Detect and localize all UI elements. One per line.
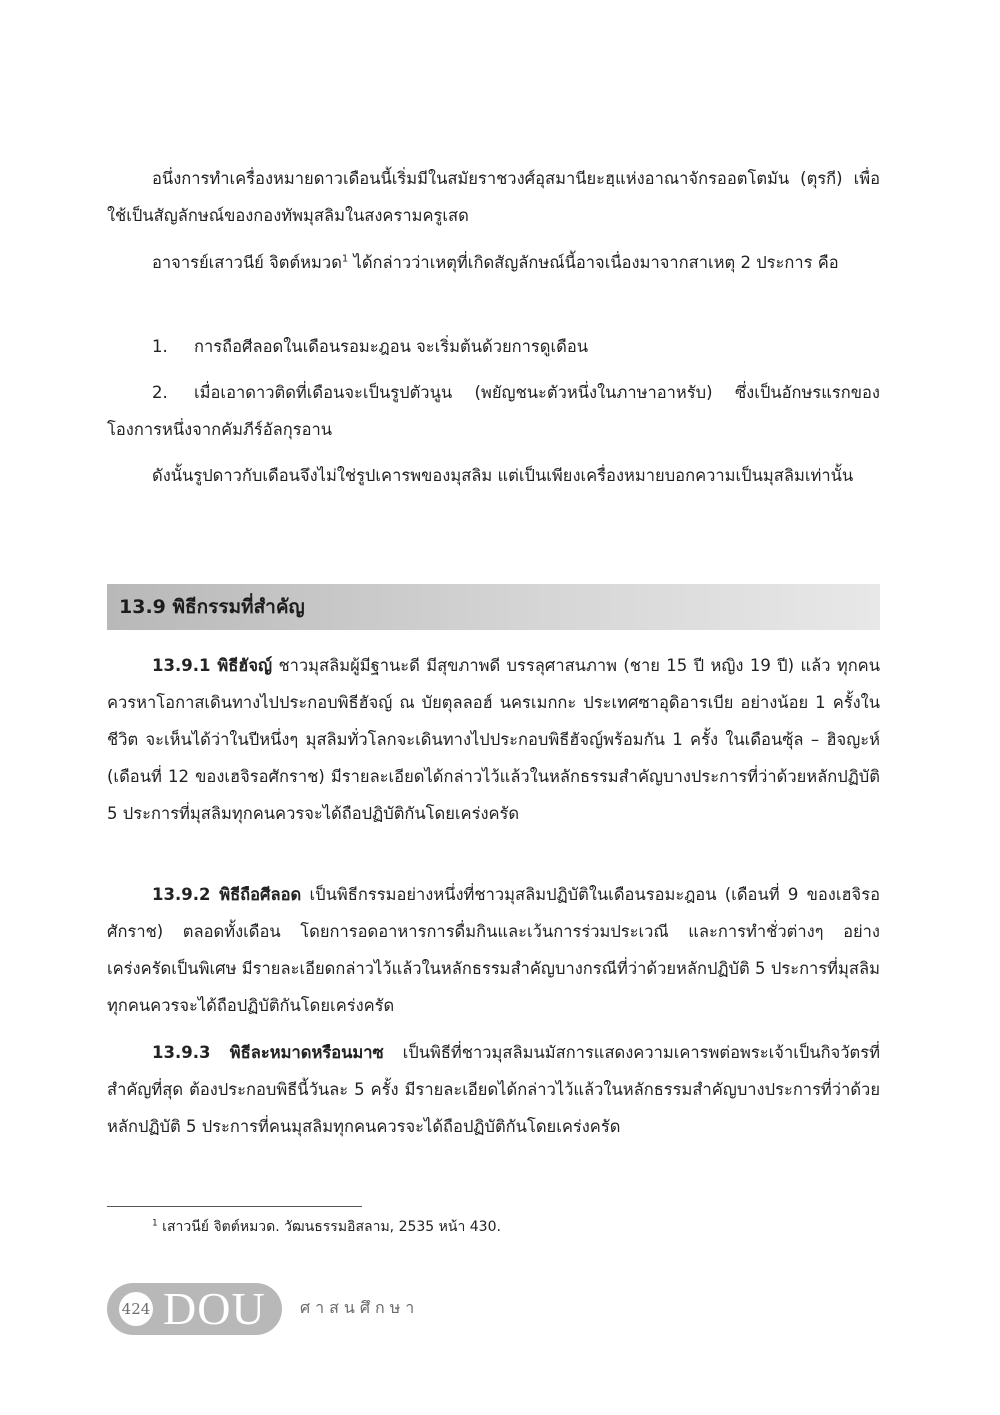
- list-item: [107, 374, 880, 448]
- subsection-hajj: [107, 647, 880, 832]
- section-title: 13.9 พิธีกรรมที่สำคัญ: [119, 596, 305, 618]
- subsection-text: ชาวมุสลิมผู้มีฐานะดี มีสุขภาพดี บรรลุศาสนภาพ (ชาย 15 ปี หญิง 19 ปี) แล้ว ทุกคนควรหาโอกาสเดินทางไปประกอบพิธีฮัจญ์ ณ บัยตุลลอฮ์ นครเมกกะ ประเทศซาอุดิอารเบีย อย่างน้อย 1 ครั้งในชีวิต จะเห็นได้ว่าในปีหนึ่งๆ มุสลิมทั่วโลกจะเดินทางไปประกอบพิธีฮัจญ์พร้อมกัน 1 ครั้ง ในเดือนซุ้ล – ฮิจญะห์ (เดือนที่ 12 ของเฮจิรอศักราช) มีรายละเอียดได้กล่าวไว้แล้วในหลักธรรมสำคัญบางประการที่ว่าด้วยหลักปฏิบัติ 5 ประการที่มุสลิมทุกคนควรจะได้ถือปฏิบัติกันโดยเคร่งครัด: [107, 656, 881, 823]
- subsection-heading: 13.9.3 พิธีละหมาดหรือนมาซ: [152, 1043, 384, 1062]
- subsection-prayer: [107, 1034, 880, 1145]
- footnote-reference: 1: [341, 253, 349, 265]
- list-item-text: การถือศีลอดในเดือนรอมะฎอน จะเริ่มต้นด้วยการดูเดือน: [194, 337, 589, 356]
- subsection-text: เป็นพิธีที่ชาวมุสลิมนมัสการแสดงความเคารพต่อพระเจ้าเป็นกิจวัตรที่สำคัญที่สุด ต้องประกอบพิธีนี้วันละ 5 ครั้ง มีรายละเอียดได้กล่าวไว้แล้วในหลักธรรมสำคัญบางประการที่ว่าด้วยหลักปฏิบัติ 5 ประการที่คนมุสลิมทุกคนควรจะได้ถือปฏิบัติกันโดยเคร่งครัด: [107, 1043, 880, 1136]
- list-item-number: 1.: [152, 337, 168, 356]
- list-item-number: 2.: [152, 383, 168, 402]
- footnote-divider: [107, 1206, 362, 1207]
- list-item: [152, 328, 880, 365]
- running-title: ศาสนศึกษา: [300, 1298, 420, 1317]
- subsection-heading: 13.9.1 พิธีฮัจญ์: [152, 656, 273, 675]
- subsection-text: เป็นพิธีกรรมอย่างหนึ่งที่ชาวมุสลิมปฏิบัติในเดือนรอมะฎอน (เดือนที่ 9 ของเฮจิรอศักราช) ตลอดทั้งเดือน โดยการอดอาหารการดื่มกินและเว้นการร่วมประเวณี และการทำชั่วต่างๆ อย่างเคร่งครัดเป็นพิเศษ มีรายละเอียดกล่าวไว้แล้วในหลักธรรมสำคัญบางกรณีที่ว่าด้วยหลักปฏิบัติ 5 ประการที่มุสลิมทุกคนควรจะได้ถือปฏิบัติกันโดยเคร่งครัด: [107, 885, 880, 1015]
- list-item-text: เมื่อเอาดาวติดที่เดือนจะเป็นรูปตัวนูน (พยัญชนะตัวหนึ่งในภาษาอาหรับ) ซึ่งเป็นอักษรแรกของโองการหนึ่งจากคัมภีร์อัลกุรอาน: [107, 383, 880, 439]
- paragraph-two-reasons: [107, 244, 880, 281]
- subsection-fasting: [107, 876, 880, 1024]
- footnote-mark: 1: [152, 1218, 158, 1229]
- paragraph-conclusion: ดังนั้นรูปดาวกับเดือนจึงไม่ใช่รูปเคารพของมุสลิม แต่เป็นเพียงเครื่องหมายบอกความเป็นมุสลิมเท่านั้น: [152, 466, 854, 485]
- subsection-heading: 13.9.2 พิธีถือศีลอด: [152, 885, 302, 904]
- author-name: อาจารย์เสาวนีย์ จิตต์หมวด: [152, 253, 342, 272]
- footnote-text: เสาวนีย์ จิตต์หมวด. วัฒนธรรมอิสลาม, 2535 หน้า 430.: [157, 1219, 501, 1235]
- paragraph-two-reasons-text: ได้กล่าวว่าเหตุที่เกิดสัญลักษณ์นี้อาจเนื่องมาจากสาเหตุ 2 ประการ คือ: [348, 253, 839, 272]
- dou-logo: DOU: [163, 1283, 266, 1334]
- page-number: 424: [119, 1292, 153, 1326]
- section-header-bar: [107, 584, 880, 630]
- footnote: [152, 1216, 501, 1238]
- page-badge: [107, 1283, 282, 1335]
- paragraph-star-crescent-origin: อนึ่งการทำเครื่องหมายดาวเดือนนี้เริ่มมีในสมัยราชวงศ์อุสมานียะฮฺแห่งอาณาจักรออตโตมัน (ตุรกี) เพื่อใช้เป็นสัญลักษณ์ของกองทัพมุสลิมในสงครามครูเสด: [107, 169, 880, 225]
